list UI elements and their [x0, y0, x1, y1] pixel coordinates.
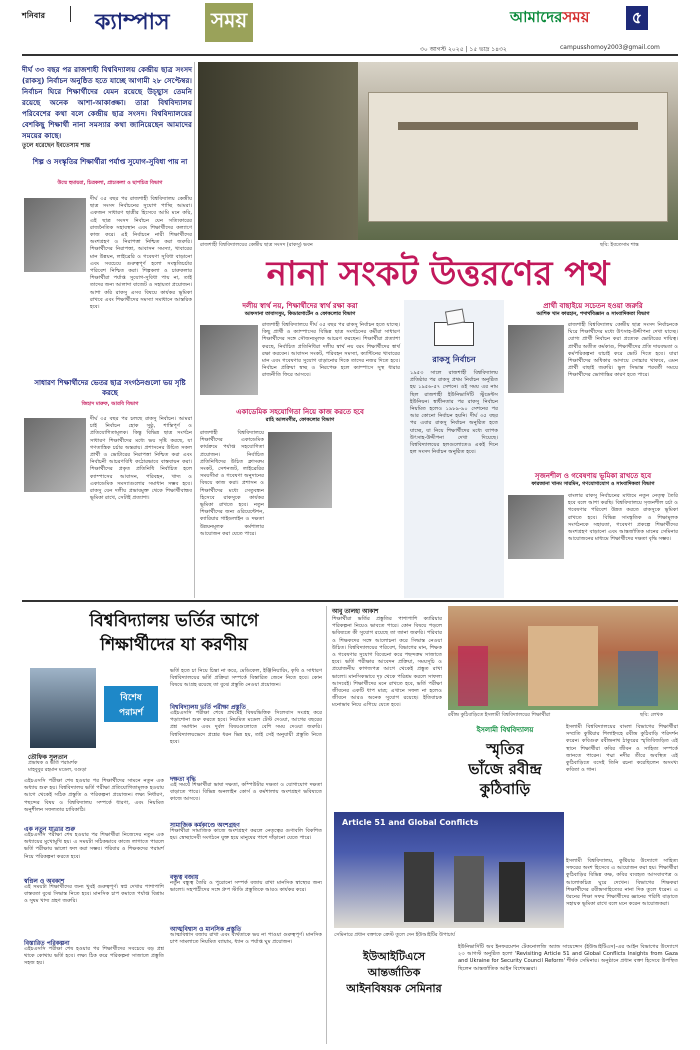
- iut-photo-caption: সেমিনারে প্রধান বক্তাকে ক্রেস্ট তুলে দেন ইউআইটির উপাচার্য: [334, 932, 455, 938]
- admission-col2: ভর্তি হতে চা নিয়ে চিন্তা না করে, মেডিকেল, ইঞ্জিনিয়ারিং, কৃষি ও সাধারণ বিশ্ববিদ্যালয়ের ভর্তি প্রক্রিয়া সম্পর্কে বিস্তারিত জেনে নিতে হবে। কোন বিষয়ে আগ্রহ রয়েছে তা বুঝে প্রস্তুতি নেওয়া প্রয়োজন।: [170, 668, 322, 689]
- article4-photo: [508, 325, 564, 393]
- day-label: শনিবার: [22, 11, 45, 20]
- article5-headline: একাডেমিক সহযোগিতা নিয়ে কাজ করতে হবে: [236, 408, 364, 416]
- admission-author-title: প্রভাষক ও ভর্তি পরামর্শক: [28, 760, 78, 766]
- main-photo-credit: ছবি: ইবতেসাম শান্ত: [600, 242, 639, 248]
- rabindra-text2: ইসলামী বিশ্ববিদ্যালয়, কুষ্টিয়ার উদ্যোগে সাহিত্য সফরের অংশ হিসেবে এ আয়োজন করা হয়। শিক্ষার্থীরা কুঠিবাড়ির বিভিন্ন কক্ষ, কবির ব্যবহৃত আসবাবপত্র ও আলোকচিত্র ঘুরে দেখেন। বিভাগের শিক্ষকরা শিক্ষার্থীদের রবীন্দ্রসাহিত্যের নানা দিক তুলে ধরেন। এ ধরনের শিক্ষা সফর শিক্ষার্থীদের জ্ঞানের পরিধি বাড়াতে সহায়ক ভূমিকা রাখে বলে মনে করেন আয়োজকরা।: [566, 858, 678, 908]
- rabindra-photo: [448, 606, 678, 710]
- paper-logo: [510, 6, 620, 30]
- paper-logo-left: আমাদের: [510, 8, 563, 26]
- article3-text: রাজশাহী বিশ্ববিদ্যালয়ে দীর্ঘ ৩৫ বছর পর রাকসু নির্বাচন হতে যাচ্ছে। কিছু প্রার্থী ও ক্যাম্পাসের বিভিন্ন ছাত্র সংগঠনের কর্মীরা সাধারণ শিক্ষার্থীদের সঙ্গে সৌজন্যমূলক আচরণ করছেন। শিক্ষার্থীরা প্রত্যাশা করছে, নির্বাচিত প্রতিনিধিরা দলীয় স্বার্থ নয় বরং শিক্ষার্থীদের স্বার্থ রক্ষা করবেন। আবাসন সংকট, পরিবহন সমস্যা, ক্যান্টিনের খাবারের মান এবং গবেষণার সুযোগ বাড়ানোর দিকে তাদের নজর দিতে হবে। নির্বাচন প্রক্রিয়া স্বচ্ছ ও নিরপেক্ষ হলে ক্যাম্পাসে সুস্থ ধারার রাজনীতি ফিরে আসবে।: [262, 322, 400, 379]
- contact-email: campusshomoy2003@gmail.com: [560, 44, 660, 51]
- article4-headline: প্রার্থী বাছাইয়ে সচেতন হওয়া জরুরি: [543, 302, 643, 310]
- article5-text-cont: [336, 430, 400, 596]
- article4-text: রাজশাহী বিশ্ববিদ্যালয় কেন্দ্রীয় ছাত্র সংসদ নির্বাচনকে ঘিরে শিক্ষার্থীদের মধ্যে উৎসাহ-উদ্দীপনা দেখা যাচ্ছে। যোগ্য প্রার্থী নির্বাচন করা প্রত্যেক ভোটারের দায়িত্ব। প্রার্থীর অতীত কর্মকাণ্ড, শিক্ষার্থীদের প্রতি দায়বদ্ধতা ও কর্মপরিকল্পনা যাচাই করে ভোট দিতে হবে। যারা শিক্ষার্থীদের অধিকার আদায়ে সোচ্চার থাকবে, এমন প্রার্থী বাছাই জরুরি। ভুল সিদ্ধান্ত পরবর্তী সময়ে শিক্ষার্থীদের ভোগান্তির কারণ হতে পারে।: [568, 322, 678, 379]
- ballot-infobox: [404, 300, 504, 598]
- article5-author: রাহি আলমগীর, ফোকলোর বিভাগ: [265, 417, 335, 423]
- rabindra-text1: ইসলামী বিশ্ববিদ্যালয়ের বাংলা বিভাগের শিক্ষার্থীরা সম্প্রতি কুষ্টিয়ার শিলাইদহে রবীন্দ্র কুঠিবাড়ি পরিদর্শন করেন। কবিগুরু রবীন্দ্রনাথ ঠাকুরের স্মৃতিবিজড়িত এই স্থানে শিক্ষার্থীরা কবির জীবন ও সাহিত্য সম্পর্কে জানতে পারেন। পদ্মা নদীর তীরে অবস্থিত এই কুঠিবাড়িতে বসেই তিনি রচনা করেছিলেন অসংখ্য কবিতা ও গান।: [566, 724, 678, 774]
- rabindra-title-line1: স্মৃতির: [486, 740, 524, 758]
- masthead: [0, 0, 700, 56]
- main-title: নানা সংকট উত্তরণের পথ: [266, 254, 610, 294]
- issue-date: ৩০ আগস্ট ২০২৫ | ১৫ ভাদ্র ১৪৩২: [420, 46, 507, 53]
- rabindra-title-line2: ভাঁজে রবীন্দ্র: [468, 760, 542, 778]
- admission-sub6: সামাজিক কর্মকাণ্ডে অংশগ্রহণ: [170, 822, 240, 829]
- admission-title-line1: বিশ্ববিদ্যালয় ভর্তির আগে: [89, 611, 259, 631]
- admission-col1d: এইচএসসি পরীক্ষা শেষ হওয়ার পর শিক্ষার্থীদের সবচেয়ে বড় প্রশ্ন থাকে কোথায় ভর্তি হবে। লক্ষ্য ঠিক করে পরিকল্পনা সাজালে প্রস্তুতি সহজ হয়।: [24, 946, 164, 967]
- main-photo: [198, 62, 678, 240]
- admission-sub4: বিশ্ববিদ্যালয় ভর্তি পরীক্ষা প্রস্তুতি: [170, 704, 246, 711]
- main-photo-caption: রাজশাহী বিশ্ববিদ্যালয়ের কেন্দ্রীয় ছাত্র সংসদ (রাকসু) ভবন: [200, 242, 313, 248]
- iut-title-line1: ইউআইটিএসে: [362, 950, 426, 963]
- ballot-infobox-title: রাকসু নির্বাচন: [432, 355, 476, 364]
- article3-author: আফসানা তাবাসসুম, কিন্ডারগার্টেন ও ফোকলোর বিভাগ: [244, 311, 356, 317]
- article2-photo: [24, 418, 86, 492]
- admission-sub2: স্বপ্নিল ও অবকাশ: [24, 878, 65, 885]
- admission-col3: শিক্ষার্থীরা ভর্তির প্রস্তুতির পাশাপাশি ক্যারিয়ার পরিকল্পনা নিয়েও ভাবতে পারে। কোন বিষয়ে পড়লে ভবিষ্যতে কী সুযোগ রয়েছে তা জানা জরুরি। পরিবার ও শিক্ষকদের সঙ্গে আলোচনা করে সিদ্ধান্ত নেওয়া উচিত। বিশ্ববিদ্যালয়ের পরিবেশ, বিভাগের মান, শিক্ষক ও গবেষণার সুযোগ বিবেচনা করে পছন্দক্রম সাজাতে হবে। ভর্তি পরীক্ষার আবেদন প্রক্রিয়া, সময়সূচি ও প্রয়োজনীয় কাগজপত্র আগে থেকেই প্রস্তুত রাখা ভালো। মানসিকভাবে দৃঢ় থেকে পরিশ্রম করলে সাফল্য আসবেই। শিক্ষার্থীদের মনে রাখতে হবে, ভর্তি পরীক্ষা জীবনের একটি ধাপ মাত্র; এখানে সফল না হলেও জীবনে আরও অনেক সুযোগ রয়েছে। ইতিবাচক মনোভাব নিয়ে এগিয়ে যেতে হবে।: [332, 616, 442, 709]
- article4-author: আশিক খান ফারহান, পদার্থবিজ্ঞান ও সাংবাদিকতা বিভাগ: [536, 311, 650, 317]
- iut-text: ইউনিভার্সিটি অব ইনফরমেশন টেকনোলজি অ্যান্ড সায়েন্সেস (ইউআইটিএস)-এর আইন বিভাগের উদ্যোগে ২৩ আগস্ট অনুষ্ঠিত হলো 'Revisiting Article 51 and Global Conflicts Insights from Gaza and Ukraine for Security Council Reform' শীর্ষক সেমিনার। অনুষ্ঠানে প্রধান বক্তা হিসেবে উপস্থিত ছিলেন আন্তর্জাতিক আইন বিশেষজ্ঞরা।: [458, 944, 678, 972]
- admission-badge: [104, 686, 158, 722]
- admission-sub8: আত্মবিশ্বাস ও মানসিক প্রস্তুতি: [170, 926, 242, 933]
- admission-sub5: দক্ষতা বৃদ্ধি: [170, 776, 196, 783]
- iut-photo: [334, 812, 564, 928]
- admission-sub3: বিস্তারিত পরিকল্পনা: [24, 940, 70, 947]
- iut-title-line2: আন্তর্জাতিক: [367, 966, 421, 979]
- article1-text-cont: [24, 276, 192, 304]
- article6-author: ফারজানা খানম সারমিন, গণযোগাযোগ ও সাংবাদিকতা বিভাগ: [531, 481, 655, 487]
- article3-photo: [200, 325, 258, 395]
- article2-headline: সাধারণ শিক্ষার্থীদের ভেতর ছাত্র সংগঠনগুলো ভয় সৃষ্টি করছে: [34, 379, 186, 397]
- article6-text: বাংলার রাকসু নির্বাচনের মাধ্যমে নতুন নেতৃত্ব তৈরি হবে বলে আশা করছি। বিশ্ববিদ্যালয়ে সৃজনশীল চর্চা ও গবেষণার পরিবেশ উন্নত করতে রাকসুকে ভূমিকা রাখতে হবে। বিভিন্ন সাংস্কৃতিক ও শিক্ষামূলক সংগঠনকে সহায়তা, গবেষণা প্রকল্পে শিক্ষার্থীদের অংশগ্রহণ বাড়ানো এবং আন্তর্জাতিক মানের সেমিনার আয়োজনের মাধ্যমে শিক্ষার্থীদের দক্ষতা বৃদ্ধি সম্ভব।: [568, 493, 678, 543]
- admission-author-name: তৌফিক সুলতান: [28, 754, 68, 761]
- article5-photo: [268, 432, 332, 508]
- article1-photo: [24, 198, 86, 272]
- rabindra-title-line3: কুঠিবাড়ি: [479, 780, 531, 798]
- article2-text: দীর্ঘ ৩৫ বছর পর চলছে রাকসু নির্বাচন। আমরা চাই নির্বাচন হোক সুষ্ঠু, শান্তিপূর্ণ ও প্রতিযোগিতামূলক। কিন্তু বিভিন্ন ছাত্র সংগঠন সাধারণ শিক্ষার্থীদের মধ্যে ভয় সৃষ্টি করছে, যা গণতান্ত্রিক চর্চার অন্তরায়। প্রশাসনের উচিত সকল প্রার্থী ও ভোটারের নিরাপত্তা নিশ্চিত করা এবং নির্বাচনী আচরণবিধি কঠোরভাবে বাস্তবায়ন করা। শিক্ষার্থীদের প্রকৃত প্রতিনিধি নির্বাচিত হলে ক্যাম্পাসের আবাসন, পরিবহন, খাদ্য ও একাডেমিক সমস্যাগুলোর সমাধান সম্ভব হবে। রাকসু যেন দলীয় প্রভাবমুক্ত থেকে শিক্ষার্থীবান্ধব ভূমিকা রাখে, সেটাই প্রত্যাশা।: [90, 416, 192, 502]
- ballot-infobox-text: ১৯৫৩ সালে রাজশাহী বিশ্ববিদ্যালয় প্রতিষ্ঠার পর রাকসু প্রথম নির্বাচন অনুষ্ঠিত হয় ১৯৫৬-৫৭ সেশনে। ওই সময় এর নাম ছিল রাজশাহী ইউনিভার্সিটি স্টুডেন্টস ইউনিয়ন। স্বাধীনতার পর রাকসু নির্বাচন নিয়মিত হলেও ১৯৮৯-৯০ সেশনের পর আর কোনো নির্বাচন হয়নি। দীর্ঘ ৩৫ বছর পর এবার রাকসু নির্বাচন অনুষ্ঠিত হতে যাচ্ছে, যা নিয়ে শিক্ষার্থীদের মধ্যে ব্যাপক উৎসাহ-উদ্দীপনা দেখা দিয়েছে। বিশ্ববিদ্যালয়ের হলগুলোতেও একই দিনে হল সংসদ নির্বাচন অনুষ্ঠিত হবে।: [410, 370, 498, 456]
- admission-author-org: মাহবুবুর রহমান মডেল, বগুড়া: [28, 767, 87, 773]
- article3-headline: দলীয় স্বার্থ নয়, শিক্ষার্থীদের স্বার্থ রক্ষা করা: [242, 302, 358, 310]
- admission-col2b: এইচএসসি পরীক্ষা শেষে প্রথমেই বিষয়ভিত্তিক সিলেবাস সংগ্রহ করে পড়াশোনা শুরু করতে হবে। নিয়মিত মডেল টেস্ট দেওয়া, আগের বছরের প্রশ্ন সমাধান এবং দুর্বল বিষয়গুলোতে বেশি সময় দেওয়া জরুরি। বিশ্ববিদ্যালয়ভেদে প্রশ্নের ধরন ভিন্ন হয়, তাই সেই অনুযায়ী প্রস্তুতি নিতে হবে।: [170, 710, 322, 745]
- rabindra-photo-caption: রবীন্দ্র কুঠিবাড়িতে ইসলামী বিশ্ববিদ্যালয়ের শিক্ষার্থীরা: [448, 712, 551, 718]
- section-logo-right: সময়: [205, 3, 253, 42]
- admission-title-line2: শিক্ষার্থীদের যা করণীয়: [100, 635, 248, 655]
- article6-photo: [508, 495, 564, 559]
- iut-banner-text: Article 51 and Global Conflicts: [342, 818, 479, 827]
- rabindra-photo-credit: ছবি: লেখক: [640, 712, 664, 718]
- admission-badge-line1: বিশেষ: [120, 693, 142, 703]
- admission-col2f: আত্মবিশ্বাস বজায় রাখা এবং ব্যর্থতাকে ভয় না পাওয়া গুরুত্বপূর্ণ। মানসিক চাপ সামলাতে নিয়মিত ব্যায়াম, ধ্যান ও পর্যাপ্ত ঘুম প্রয়োজন।: [170, 932, 322, 946]
- intro-byline: তুলে ধরেছেন ইবতেসাম শান্ত: [22, 142, 91, 149]
- ballot-box-icon: [434, 310, 474, 346]
- admission-col2e: নতুন বন্ধুত্ব তৈরি ও পুরোনো সম্পর্ক বজায় রাখা মানসিক স্বাস্থ্যের জন্য ভালো। সহপাঠীদের সঙ্গে গ্রুপ স্টাডি প্রস্তুতিকে আরও কার্যকর করে।: [170, 880, 322, 894]
- admission-author-photo: [30, 668, 96, 748]
- admission-col1c: এই সময়টা শিক্ষার্থীদের জন্য খুবই গুরুত্বপূর্ণ। স্বপ্ন দেখার পাশাপাশি বাস্তবতা বুঝে সিদ্ধান্ত নিতে হবে। মানসিক চাপ কমাতে পর্যাপ্ত বিশ্রাম ও সুষম খাদ্য গ্রহণ জরুরি।: [24, 884, 164, 905]
- rabindra-university: ইসলামী বিশ্ববিদ্যালয়: [476, 726, 534, 734]
- article5-text: রাজশাহী বিশ্ববিদ্যালয়ে শিক্ষার্থীদের একাডেমিক কার্যক্রমে পর্যাপ্ত সহযোগিতা প্রয়োজন। নির্বাচিত প্রতিনিধিদের উচিত ক্লাসরুম সংকট, সেশনজট, লাইব্রেরির সময়সীমা ও গবেষণা অনুদানের বিষয়ে কাজ করা। প্রশাসন ও শিক্ষার্থীদের মধ্যে সেতুবন্ধন হিসেবে রাকসুকে কার্যকর ভূমিকা রাখতে হবে। নতুন শিক্ষার্থীদের জন্য ওরিয়েন্টেশন, ক্যারিয়ার গাইডলাইন ও দক্ষতা উন্নয়নমূলক কর্মশালার আয়োজন করা যেতে পারে।: [200, 430, 264, 537]
- article2-author: জিহাদ মারুফ, আরবি বিভাগ: [81, 401, 139, 407]
- admission-col1b: এইচএসসি পরীক্ষা শেষ হওয়ার পর শিক্ষার্থীরা নিজেদের নতুন এক অধ্যায়ের মুখোমুখি হয়। এ সময়টা সঠিকভাবে কাজে লাগাতে পারলে ভর্তি পরীক্ষায় ভালো ফল করা সম্ভব। পরিবার ও শিক্ষকদের পরামর্শ নিয়ে পরিকল্পনা করতে হবে।: [24, 832, 164, 860]
- section-logo: [95, 3, 265, 39]
- admission-col2c: এই সময়ে শিক্ষার্থীরা ভাষা দক্ষতা, কম্পিউটার দক্ষতা ও যোগাযোগ দক্ষতা বাড়াতে পারে। বিভিন্ন অনলাইন কোর্স ও কর্মশালায় অংশগ্রহণ ভবিষ্যতে কাজে আসবে।: [170, 782, 322, 803]
- iut-title-line3: আইনবিষয়ক সেমিনার: [346, 982, 442, 995]
- admission-col3-author: আবু তালহা আকাশ: [332, 608, 379, 615]
- admission-sub1: এক নতুন যাত্রার শুরু: [24, 826, 76, 833]
- admission-col2d: শিক্ষার্থীরা সামাজিক কাজে অংশগ্রহণ করলে নেতৃত্বের গুণাবলি বিকশিত হয়। স্বেচ্ছাসেবী সংগঠনে যুক্ত হয়ে মানুষের পাশে দাঁড়ানো যেতে পারে।: [170, 828, 322, 842]
- paper-logo-right: সময়: [562, 8, 590, 26]
- admission-badge-line2: পরামর্শ: [119, 708, 143, 718]
- article6-headline: সৃজনশীল ও গবেষণায় ভূমিকা রাখতে হবে: [534, 472, 652, 480]
- article1-author: উম্মে হুমায়রা, চিত্রকলা, প্রাচ্যকলা ও ছাপচিত্র বিভাগ: [57, 180, 163, 186]
- admission-sub7: বন্ধুত্ব বজায়: [170, 874, 199, 881]
- article1-headline: শিল্প ও সংস্কৃতির শিক্ষার্থীরা পর্যাপ্ত সুযোগ-সুবিধা পায় না: [32, 158, 188, 166]
- admission-col1: এইচএসসি পরীক্ষা শেষ হওয়ার পর শিক্ষার্থীদের সামনে নতুন এক অধ্যায় শুরু হয়। বিশ্ববিদ্যালয় ভর্তি পরীক্ষা প্রতিযোগিতামূলক হওয়ায় আগে থেকেই সঠিক প্রস্তুতি ও পরিকল্পনা প্রয়োজন। লক্ষ্য নির্ধারণ, পছন্দের বিষয় ও বিশ্ববিদ্যালয় সম্পর্কে ধারণা, এবং নিয়মিত অনুশীলন সফলতার চাবিকাঠি।: [24, 778, 164, 813]
- page-number: ৫: [626, 6, 648, 30]
- article1-text: দীর্ঘ ৩৫ বছর পর রাজশাহী বিশ্ববিদ্যালয় কেন্দ্রীয় ছাত্র সংসদ নির্বাচনের সুযোগ পাচ্ছি আমরা। একজন সাধারণ ছাত্রীর হিসেবে আমি মনে করি, এই ছাত্র সংসদ নির্বাচন যেন সত্যিকারের রাজনৈতিক সহাবস্থান এবং শিক্ষার্থীদের কল্যাণে কাজ করে। এই নির্বাচনে নারী শিক্ষার্থীদের অংশগ্রহণ ও নিরাপত্তা নিশ্চিত করা জরুরি। শিক্ষার্থীদের নিরাপত্তা, আবাসন সমস্যা, খাবারের মান উন্নয়ন, লাইব্রেরি ও গবেষণা সুবিধা বাড়ানো এবং সবচেয়ে গুরুত্বপূর্ণ হলো সংস্কৃতিচর্চার পরিবেশ নিশ্চিত করা। শিল্পকলা ও চারুকলার শিক্ষার্থীরা পর্যাপ্ত সুযোগ-সুবিধা পায় না, তাই তাদের জন্য আলাদা বাজেট ও সহায়তা প্রয়োজন। আশা করি রাকসু এসব বিষয়ে কার্যকর ভূমিকা রাখবে এবং শিক্ষার্থীদের সমস্যা সমাধানে আন্তরিক হবে।: [90, 196, 192, 311]
- intro-text: দীর্ঘ ৩৩ বছর পর রাজশাহী বিশ্ববিদ্যালয় কেন্দ্রীয় ছাত্র সংসদ (রাকসু) নির্বাচন অনুষ্ঠিত হতে যাচ্ছে আগামী ২৮ সেপ্টেম্বর। নির্বাচন ঘিরে শিক্ষার্থীদের যেমন রয়েছে উচ্ছ্বাস তেমনি রয়েছে অনেক আশা-আকাঙ্ক্ষা। তারা বিশ্ববিদ্যালয় পরিবেশের কথা বলে কেন্দ্রীয় ছাত্র সংসদ। বিশ্ববিদ্যালয়ের বেশকিছু শিক্ষার্থী নানা সমস্যার কথা জানিয়েছেন আমাদের সময়ের কাছে।: [22, 65, 192, 140]
- section-logo-left: ক্যাম্পাস: [95, 10, 170, 35]
